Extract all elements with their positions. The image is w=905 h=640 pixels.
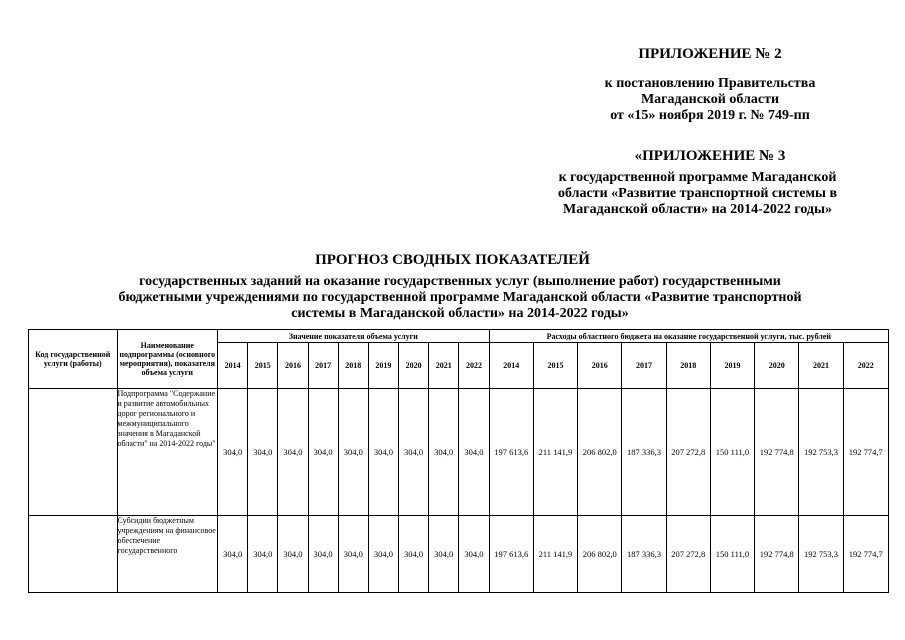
expense-cell: 192 774,7 bbox=[843, 515, 888, 592]
header-expenses-year: 2019 bbox=[710, 343, 754, 389]
expense-cell: 192 774,8 bbox=[755, 389, 799, 516]
program-line: к государственной программе Магаданской bbox=[558, 170, 837, 185]
code-cell bbox=[29, 389, 118, 516]
volume-cell: 304,0 bbox=[248, 515, 278, 592]
table-row bbox=[29, 515, 889, 592]
header-name: Наименование подпрограммы (основного мероприятия), показателя объема услуги bbox=[117, 330, 218, 389]
expense-cell: 192 774,8 bbox=[755, 515, 799, 592]
volume-cell: 304,0 bbox=[429, 515, 459, 592]
program-line: области «Развитие транспортной системы в bbox=[557, 186, 838, 201]
expense-cell: 206 802,0 bbox=[578, 515, 622, 592]
volume-cell: 304,0 bbox=[459, 515, 489, 592]
expense-cell: 207 272,8 bbox=[666, 515, 710, 592]
expense-cell: 192 753,3 bbox=[799, 515, 843, 592]
volume-cell: 304,0 bbox=[218, 389, 248, 516]
document-subtitle bbox=[90, 274, 830, 322]
program-reference bbox=[520, 170, 875, 218]
decree-line: Магаданской области bbox=[640, 92, 780, 107]
header-volume-year: 2022 bbox=[459, 343, 489, 389]
name-cell: Субсидии бюджетным учреждениям на финансовое обеспечение государственного bbox=[117, 515, 218, 592]
header-volume-year: 2019 bbox=[368, 343, 398, 389]
table-row bbox=[29, 389, 889, 516]
expense-cell: 211 141,9 bbox=[533, 389, 577, 516]
volume-cell: 304,0 bbox=[338, 389, 368, 516]
subtitle-line: бюджетными учреждениями по государственной программе Магаданской области «Развитие транспортной bbox=[118, 290, 802, 305]
header-volume-group: Значение показателя объема услуги bbox=[218, 330, 490, 343]
volume-cell: 304,0 bbox=[429, 389, 459, 516]
expense-cell: 207 272,8 bbox=[666, 389, 710, 516]
volume-cell: 304,0 bbox=[399, 515, 429, 592]
volume-cell: 304,0 bbox=[218, 515, 248, 592]
expense-cell: 211 141,9 bbox=[533, 515, 577, 592]
header-volume-year: 2017 bbox=[308, 343, 338, 389]
subtitle-line: системы в Магаданской области» на 2014-2022 годы» bbox=[291, 306, 629, 321]
volume-cell: 304,0 bbox=[459, 389, 489, 516]
header-expenses-year: 2017 bbox=[622, 343, 666, 389]
header-expenses-year: 2020 bbox=[755, 343, 799, 389]
header-expenses-year: 2015 bbox=[533, 343, 577, 389]
expense-cell: 187 336,3 bbox=[622, 515, 666, 592]
expense-cell: 197 613,6 bbox=[489, 389, 533, 516]
document-title: ПРОГНОЗ СВОДНЫХ ПОКАЗАТЕЛЕЙ bbox=[315, 252, 590, 268]
header-volume-year: 2016 bbox=[278, 343, 308, 389]
volume-cell: 304,0 bbox=[308, 389, 338, 516]
header-expenses-year: 2021 bbox=[799, 343, 843, 389]
expense-cell: 206 802,0 bbox=[578, 389, 622, 516]
header-volume-year: 2020 bbox=[399, 343, 429, 389]
volume-cell: 304,0 bbox=[308, 515, 338, 592]
header-expenses-year: 2018 bbox=[666, 343, 710, 389]
decree-line: к постановлению Правительства bbox=[604, 76, 816, 91]
volume-cell: 304,0 bbox=[368, 389, 398, 516]
expense-cell: 197 613,6 bbox=[489, 515, 533, 592]
volume-cell: 304,0 bbox=[248, 389, 278, 516]
expense-cell: 192 774,7 bbox=[843, 389, 888, 516]
header-volume-year: 2018 bbox=[338, 343, 368, 389]
subtitle-line: государственных заданий на оказание государственных услуг (выполнение работ) государственными bbox=[139, 274, 781, 289]
name-cell: Подпрограмма "Содержание и развитие автомобильных дорог регионального и межмуниципального значения в Магаданской области" на 2014-2022 годы" bbox=[117, 389, 218, 516]
volume-cell: 304,0 bbox=[368, 515, 398, 592]
decree-line: от «15» ноября 2019 г. № 749-пп bbox=[610, 108, 810, 123]
volume-cell: 304,0 bbox=[278, 515, 308, 592]
appendix-3-heading: «ПРИЛОЖЕНИЕ № 3 bbox=[634, 148, 786, 164]
header-expenses-group: Расходы областного бюджета на оказание государственной услуги, тыс. рублей bbox=[489, 330, 888, 343]
appendix-2-heading: ПРИЛОЖЕНИЕ № 2 bbox=[638, 46, 782, 62]
header-code: Код государственной услуги (работы) bbox=[29, 330, 118, 389]
header-volume-year: 2021 bbox=[429, 343, 459, 389]
header-expenses-year: 2014 bbox=[489, 343, 533, 389]
header-expenses-year: 2022 bbox=[843, 343, 888, 389]
volume-cell: 304,0 bbox=[338, 515, 368, 592]
expense-cell: 192 753,3 bbox=[799, 389, 843, 516]
header-expenses-year: 2016 bbox=[578, 343, 622, 389]
expense-cell: 150 111,0 bbox=[710, 515, 754, 592]
volume-cell: 304,0 bbox=[399, 389, 429, 516]
volume-cell: 304,0 bbox=[278, 389, 308, 516]
indicators-table bbox=[28, 329, 889, 593]
expense-cell: 187 336,3 bbox=[622, 389, 666, 516]
decree-reference bbox=[560, 76, 860, 124]
header-volume-year: 2014 bbox=[218, 343, 248, 389]
expense-cell: 150 111,0 bbox=[710, 389, 754, 516]
code-cell bbox=[29, 515, 118, 592]
program-line: Магаданской области» на 2014-2022 годы» bbox=[563, 202, 832, 217]
header-volume-year: 2015 bbox=[248, 343, 278, 389]
